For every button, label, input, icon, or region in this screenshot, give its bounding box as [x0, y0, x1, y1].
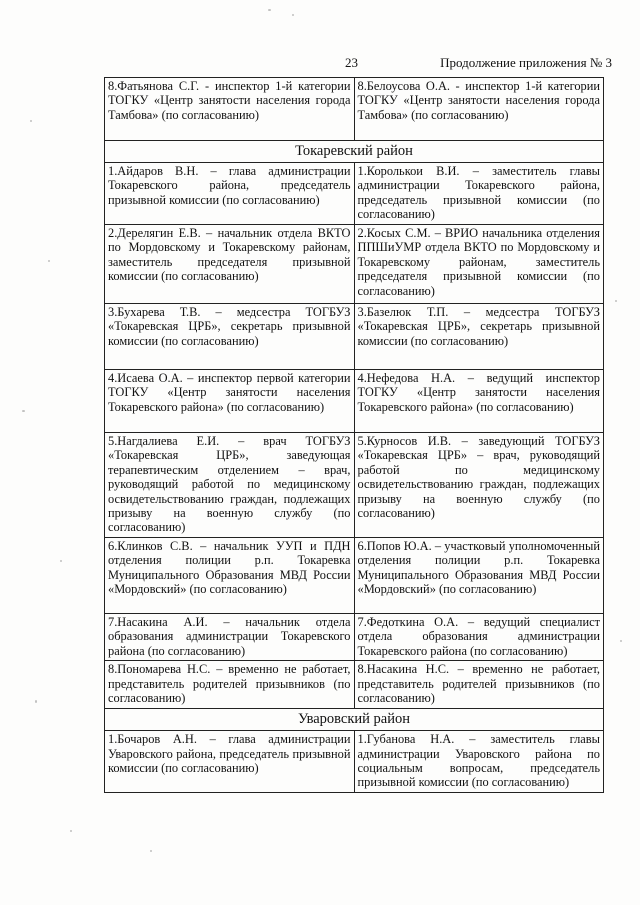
table-row: [105, 614, 604, 661]
main-member-cell: 7.Насакина А.И. – начальник отдела образования администрации Токаревского района (по согласованию): [105, 614, 355, 661]
scan-speck: [48, 260, 50, 262]
scan-speck: [70, 830, 72, 832]
main-member-cell: 4.Исаева О.А. – инспектор первой категории ТОГКУ «Центр занятости населения Токаревского района» (по согласованию): [105, 370, 355, 433]
reserve-member-cell: 6.Попов Ю.А. – участковый уполномоченный отделения полиции р.п. Токаревка Муниципального Образования МВД России «Мордовский» (по согласованию): [354, 538, 604, 614]
scan-speck: [292, 14, 294, 16]
main-member-cell: 2.Дерелягин Е.В. – начальник отдела ВКТО по Мордовскому и Токаревскому районам, заместитель председателя призывной комиссии (по согласованию): [105, 225, 355, 304]
reserve-member-cell: 8.Белоусова О.А. - инспектор 1-й категории ТОГКУ «Центр занятости населения города Тамбова» (по согласованию): [354, 78, 604, 141]
table-row: [105, 661, 604, 709]
reserve-member-cell: 4.Нефедова Н.А. – ведущий инспектор ТОГКУ «Центр занятости населения Токаревского района» (по согласованию): [354, 370, 604, 433]
section-row: [105, 141, 604, 163]
scan-speck: [620, 640, 622, 642]
main-member-cell: 3.Бухарева Т.В. – медсестра ТОГБУЗ «Токаревская ЦРБ», секретарь призывной комиссии (по согласованию): [105, 304, 355, 370]
table-row: [105, 433, 604, 538]
table-row: [105, 163, 604, 225]
reserve-member-cell: 3.Базелюк Т.П. – медсестра ТОГБУЗ «Токаревская ЦРБ», секретарь призывной комиссии (по согласованию): [354, 304, 604, 370]
section-row: [105, 709, 604, 731]
main-member-cell: 8.Пономарева Н.С. – временно не работает, представитель родителей призывников (по согласованию): [105, 661, 355, 709]
scan-speck: [35, 700, 37, 703]
scan-speck: [60, 560, 62, 562]
page-number: 23: [345, 55, 358, 70]
main-member-cell: 8.Фатьянова С.Г. - инспектор 1-й категории ТОГКУ «Центр занятости населения города Тамбова» (по согласованию): [105, 78, 355, 141]
main-member-cell: 5.Нагдалиева Е.И. – врач ТОГБУЗ «Токаревская ЦРБ», заведующая терапевтическим отделением – врач, руководящий работой по медицинскому освидетельствованию граждан, подлежащих призыву на военную службу (по согласованию): [105, 433, 355, 538]
appendix-continuation-label: Продолжение приложения № 3: [440, 55, 612, 70]
reserve-member-cell: 1.Королькои В.И. – заместитель главы администрации Токаревского района, председатель призывной комиссии (по согласованию): [354, 163, 604, 225]
table-row: [105, 78, 604, 141]
table-row: [105, 538, 604, 614]
scan-speck: [268, 9, 271, 11]
reserve-member-cell: 7.Федоткина О.А. – ведущий специалист отдела образования администрации Токаревского района (по согласованию): [354, 614, 604, 661]
scan-speck: [150, 850, 152, 852]
main-member-cell: 1.Бочаров А.Н. – глава администрации Уваровского района, председатель призывной комиссии (по согласованию): [105, 731, 355, 793]
table-row: [105, 731, 604, 793]
table-row: [105, 304, 604, 370]
reserve-member-cell: 1.Губанова Н.А. – заместитель главы администрации Уваровского района по социальным вопросам, председатель призывной комиссии (по согласованию): [354, 731, 604, 793]
scan-speck: [615, 300, 617, 302]
page-header: [0, 55, 640, 71]
main-member-cell: 6.Клинков С.В. – начальник УУП и ПДН отделения полиции р.п. Токаревка Муниципального Образования МВД России «Мордовский» (по согласованию): [105, 538, 355, 614]
scan-speck: [30, 120, 32, 122]
reserve-member-cell: 2.Косых С.М. – ВРИО начальника отделения ППШиУМР отдела ВКТО по Мордовскому и Токаревскому районам, заместитель председателя призывной комиссии (по согласованию): [354, 225, 604, 304]
section-heading-tokarevsky: Токаревский район: [105, 141, 604, 163]
scan-speck: [22, 410, 25, 412]
main-member-cell: 1.Айдаров В.Н. – глава администрации Токаревского района, председатель призывной комиссии (по согласованию): [105, 163, 355, 225]
commission-roster-table: [104, 77, 604, 793]
reserve-member-cell: 5.Курносов И.В. – заведующий ТОГБУЗ «Токаревская ЦРБ» – врач, руководящий работой по медицинскому освидетельствованию граждан, подлежащих призыву на военную службу (по согласованию): [354, 433, 604, 538]
reserve-member-cell: 8.Насакина Н.С. – временно не работает, представитель родителей призывников (по согласованию): [354, 661, 604, 709]
table-row: [105, 225, 604, 304]
table-row: [105, 370, 604, 433]
section-heading-uvarovsky: Уваровский район: [105, 709, 604, 731]
